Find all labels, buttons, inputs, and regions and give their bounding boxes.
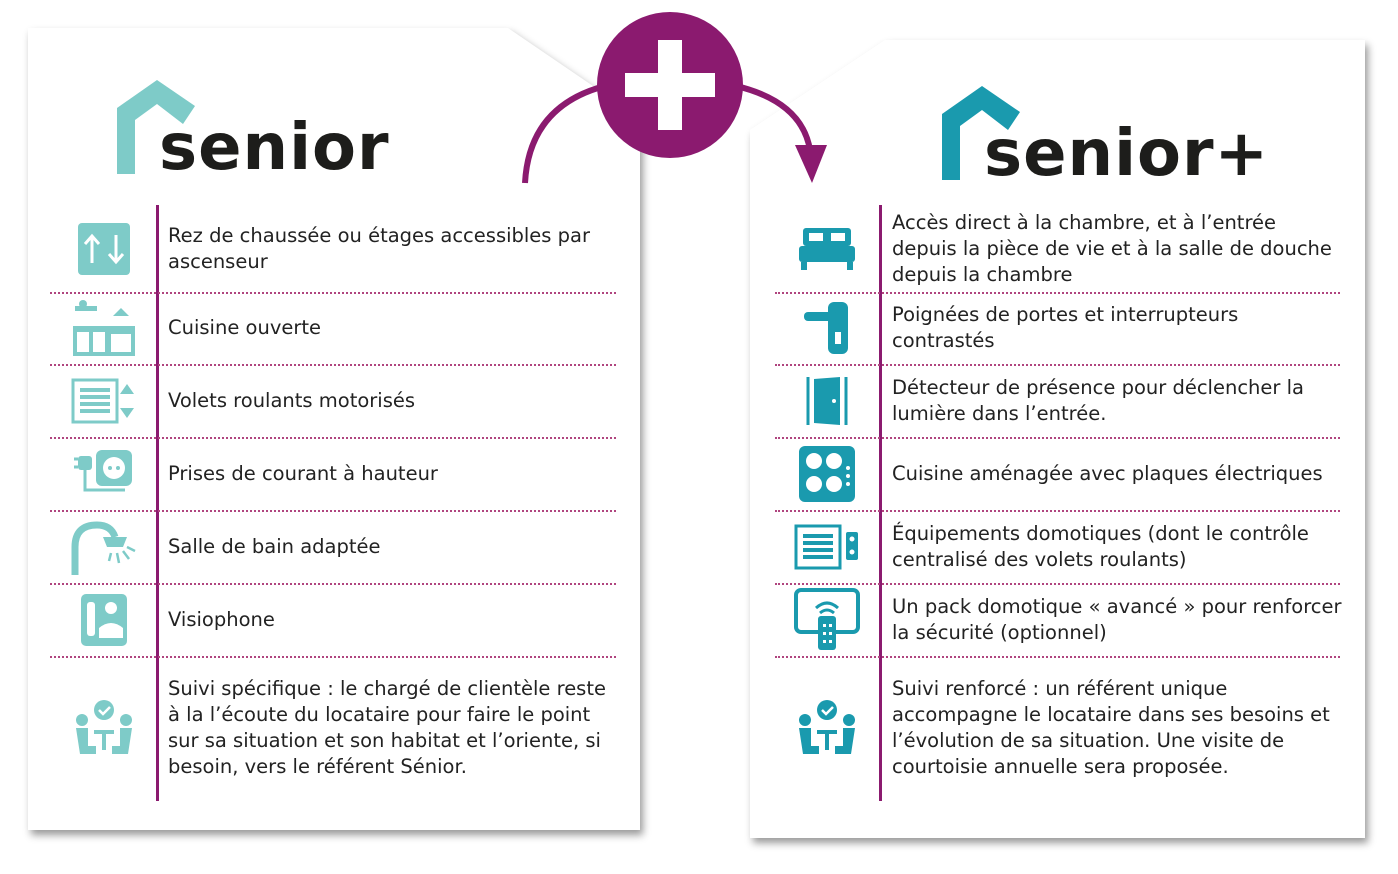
senior-logo [117,80,390,185]
feature-text: Détecteur de présence pour déclencher la lumière dans l’entrée. [892,375,1304,425]
plus-badge [597,12,743,158]
left-feature-item [168,437,608,510]
advisor-icon [787,656,867,800]
left-divider [156,205,159,801]
left-feature-item [168,292,608,364]
feature-text: Cuisine ouverte [168,316,322,339]
smart-tablet-icon [787,583,867,656]
feature-text: Cuisine aménagée avec plaques électriques [892,461,1323,485]
left-feature-item [168,583,608,656]
door-icon [787,364,867,437]
feature-text: Poignées de portes et interrupteurs contrastés [892,303,1239,352]
senior-logo-text: senior [159,111,390,185]
cooktop-icon [787,437,867,510]
feature-text: Rez de chaussée ou étages accessibles par ascenseur [168,223,591,273]
feature-text: Salle de bain adaptée [168,534,381,558]
shower-icon [64,510,144,583]
feature-text: Équipements domotiques (dont le contrôle centralisé des volets roulants) [892,521,1309,571]
plus-icon [597,12,743,158]
bed-icon [787,205,867,292]
right-feature-item [892,510,1342,583]
right-feature-item [892,437,1342,510]
feature-text: Volets roulants motorisés [168,388,416,412]
left-feature-item [168,364,608,437]
left-feature-item [168,510,608,583]
advisor-icon [64,656,144,800]
right-feature-item [892,656,1342,800]
feature-text: Accès direct à la chambre, et à l’entrée depuis la pièce de vie et à la salle de douche depuis la chambre [892,210,1332,286]
home-automation-icon [787,510,867,583]
feature-text: Suivi spécifique : le chargé de clientèle reste à la l’écoute du locataire pour faire le point sur sa situation et son habitat et l’oriente, si besoin, vers le référent Sénior. [168,677,606,778]
right-feature-item [892,364,1342,437]
right-feature-item [892,205,1342,292]
right-feature-item [892,292,1342,364]
elevator-icon [64,205,144,292]
left-feature-item [168,656,608,800]
feature-text: Un pack domotique « avancé » pour renforcer la sécurité (optionnel) [892,594,1342,644]
arrow-head-icon [795,145,827,183]
senior-plus-logo-text: senior+ [984,117,1270,191]
right-feature-item [892,583,1342,656]
feature-text: Suivi renforcé : un référent unique accompagne le locataire dans ses besoins et l’évolution de sa situation. Une visite de courtoisie annuelle sera proposée. [892,677,1330,778]
door-handle-icon [787,292,867,364]
feature-text: Visiophone [168,607,275,631]
videophone-icon [64,583,144,656]
right-divider [879,205,882,801]
shutter-icon [64,364,144,437]
kitchen-icon [64,292,144,364]
senior-plus-logo [942,86,1270,191]
power-outlet-icon [64,437,144,510]
left-feature-item [168,205,608,292]
feature-text: Prises de courant à hauteur [168,461,438,485]
